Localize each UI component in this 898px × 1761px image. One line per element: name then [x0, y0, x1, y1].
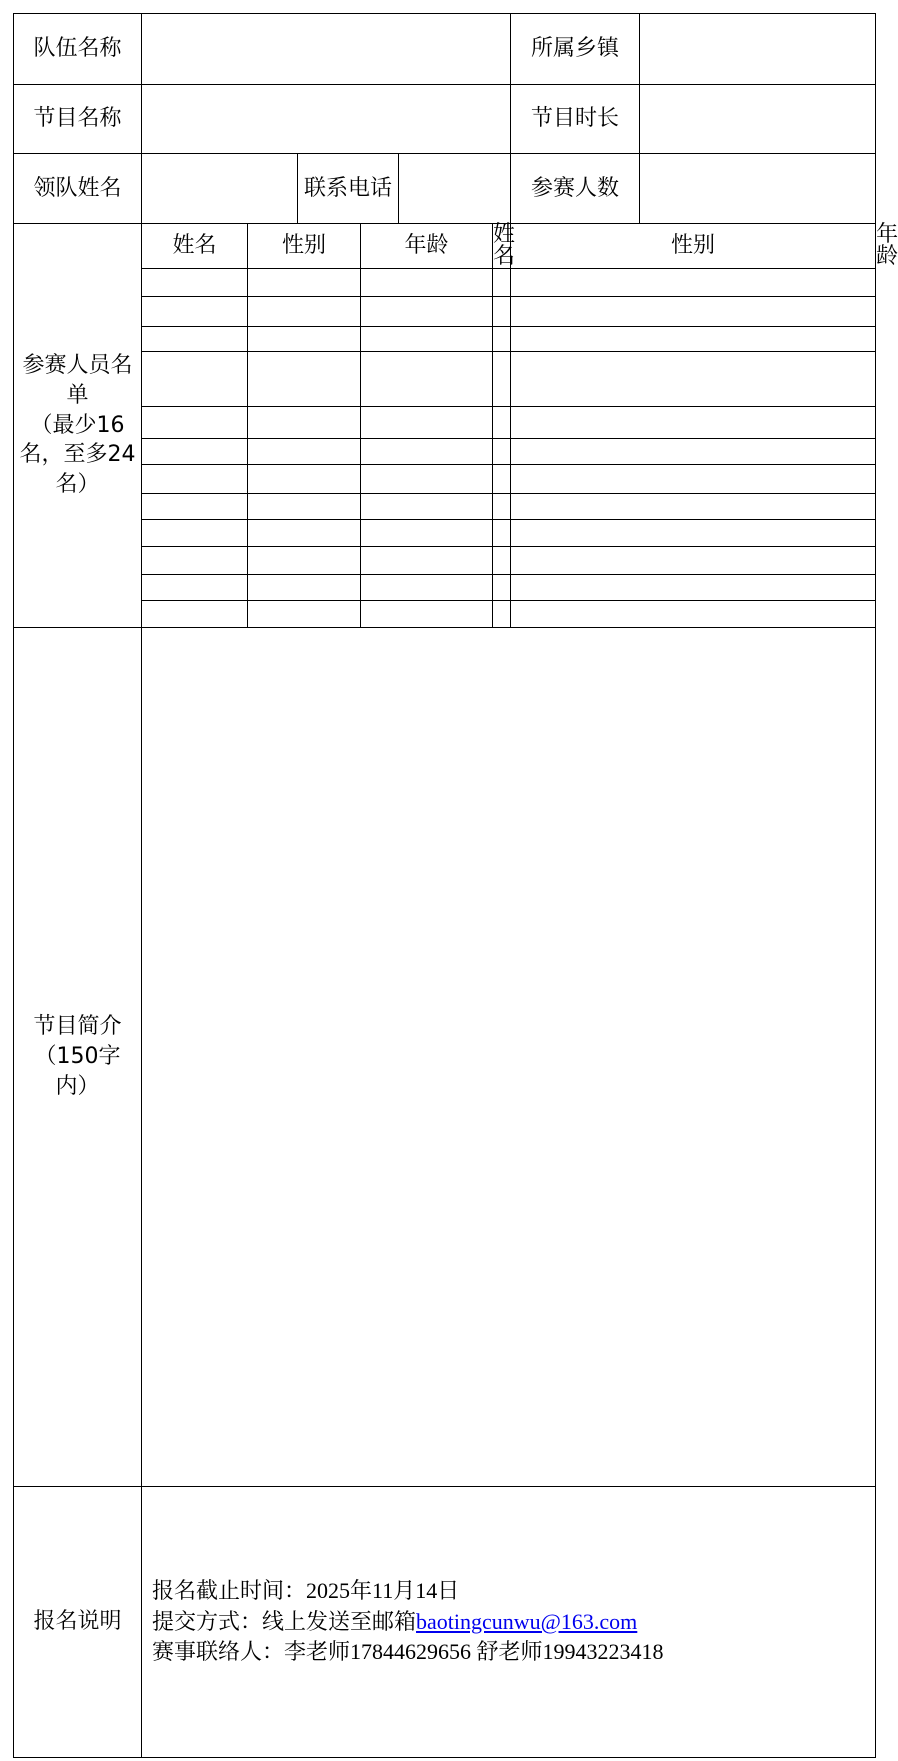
- roster-col-header: 姓名: [142, 224, 248, 269]
- roster-row: [14, 601, 876, 628]
- roster-cell[interactable]: [248, 269, 361, 297]
- roster-cell[interactable]: [511, 439, 876, 465]
- roster-cell[interactable]: [248, 601, 361, 628]
- contact-line: [152, 1637, 875, 1668]
- intro-label-line: 内）: [55, 1073, 100, 1099]
- roster-cell[interactable]: [248, 327, 361, 352]
- roster-cell[interactable]: [511, 601, 876, 628]
- roster-cell[interactable]: [493, 352, 511, 407]
- roster-cell[interactable]: [142, 601, 248, 628]
- roster-cell[interactable]: [493, 327, 511, 352]
- roster-cell[interactable]: [248, 407, 361, 439]
- roster-row: [14, 352, 876, 407]
- roster-cell[interactable]: [493, 575, 511, 601]
- contact-prefix: 赛事联络人：: [152, 1640, 285, 1666]
- leader-row: [14, 154, 876, 224]
- duration-field[interactable]: [640, 85, 876, 154]
- leader-name-field[interactable]: [142, 154, 298, 224]
- roster-cell[interactable]: [493, 297, 511, 327]
- team-name-field[interactable]: [142, 14, 511, 85]
- roster-cell[interactable]: [493, 494, 511, 520]
- roster-row: [14, 297, 876, 327]
- notes-label: 报名说明: [14, 1487, 142, 1758]
- roster-cell[interactable]: [248, 575, 361, 601]
- roster-col-header: 性别: [511, 224, 876, 269]
- roster-cell[interactable]: [361, 352, 493, 407]
- roster-cell[interactable]: [361, 269, 493, 297]
- roster-cell[interactable]: [493, 407, 511, 439]
- roster-label-line: 参赛人员名: [22, 353, 133, 379]
- roster-cell[interactable]: [142, 352, 248, 407]
- roster-cell[interactable]: [493, 269, 511, 297]
- intro-label: [14, 628, 142, 1487]
- intro-label-line: 节目简介: [33, 1014, 122, 1040]
- roster-cell[interactable]: [361, 575, 493, 601]
- intro-row: [14, 628, 876, 1487]
- roster-cell[interactable]: [361, 601, 493, 628]
- deadline-prefix: 报名截止时间：: [152, 1578, 307, 1604]
- roster-row: [14, 327, 876, 352]
- roster-cell[interactable]: [142, 575, 248, 601]
- town-field[interactable]: [640, 14, 876, 85]
- roster-cell[interactable]: [142, 465, 248, 494]
- roster-cell[interactable]: [361, 520, 493, 547]
- roster-cell[interactable]: [511, 575, 876, 601]
- roster-cell[interactable]: [248, 494, 361, 520]
- roster-cell[interactable]: [142, 439, 248, 465]
- roster-cell[interactable]: [511, 297, 876, 327]
- roster-row: [14, 439, 876, 465]
- roster-cell[interactable]: [248, 352, 361, 407]
- roster-row: [14, 269, 876, 297]
- roster-cell[interactable]: [248, 547, 361, 575]
- roster-row: [14, 575, 876, 601]
- roster-cell[interactable]: [142, 547, 248, 575]
- team-row: [14, 14, 876, 85]
- roster-col-header: 性别: [248, 224, 361, 269]
- roster-cell[interactable]: [361, 297, 493, 327]
- roster-header-row: 参赛人员名 单 （最少16 名，至多24 名） 姓名 性别 年龄 姓名 性别 年龄: [14, 224, 876, 269]
- intro-field[interactable]: [142, 628, 876, 1487]
- program-row: [14, 85, 876, 154]
- deadline-value: 2025年11月14日: [306, 1577, 460, 1603]
- roster-row: [14, 547, 876, 575]
- participant-count-label: 参赛人数: [511, 154, 640, 224]
- roster-cell[interactable]: [248, 465, 361, 494]
- roster-cell[interactable]: [142, 407, 248, 439]
- roster-cell[interactable]: [511, 352, 876, 407]
- roster-cell[interactable]: [142, 520, 248, 547]
- roster-cell[interactable]: [361, 327, 493, 352]
- roster-cell[interactable]: [248, 520, 361, 547]
- roster-label-line: 名，至多24: [19, 442, 136, 468]
- leader-name-label: 领队姓名: [14, 154, 142, 224]
- phone-label: 联系电话: [298, 154, 399, 224]
- roster-cell[interactable]: [361, 407, 493, 439]
- email-link[interactable]: baotingcunwu@163.com: [416, 1608, 638, 1634]
- intro-label-line: （150字: [34, 1044, 121, 1070]
- roster-cell[interactable]: [248, 439, 361, 465]
- roster-cell[interactable]: [493, 601, 511, 628]
- roster-row: [14, 520, 876, 547]
- roster-cell[interactable]: [511, 520, 876, 547]
- town-label: 所属乡镇: [511, 14, 640, 85]
- roster-label-line: 名）: [55, 472, 100, 498]
- duration-label: 节目时长: [511, 85, 640, 154]
- roster-cell[interactable]: [142, 494, 248, 520]
- roster-row: [14, 494, 876, 520]
- program-name-field[interactable]: [142, 85, 511, 154]
- roster-cell[interactable]: [142, 327, 248, 352]
- roster-cell[interactable]: [493, 439, 511, 465]
- roster-cell[interactable]: [361, 439, 493, 465]
- roster-cell[interactable]: [511, 465, 876, 494]
- roster-cell[interactable]: [142, 297, 248, 327]
- roster-label-line: 单: [66, 382, 89, 408]
- roster-cell[interactable]: [361, 494, 493, 520]
- roster-label: [14, 224, 142, 628]
- roster-cell[interactable]: [361, 547, 493, 575]
- deadline-line: [152, 1576, 875, 1607]
- phone-field[interactable]: [399, 154, 511, 224]
- notes-content: [142, 1487, 876, 1758]
- notes-row: [14, 1487, 876, 1758]
- roster-cell[interactable]: [511, 327, 876, 352]
- program-name-label: 节目名称: [14, 85, 142, 154]
- submit-line: [152, 1607, 875, 1638]
- roster-col-header: 姓名: [493, 222, 516, 269]
- roster-cell[interactable]: [361, 465, 493, 494]
- roster-cell[interactable]: [493, 465, 511, 494]
- roster-cell[interactable]: [142, 269, 248, 297]
- roster-row: [14, 407, 876, 439]
- roster-cell[interactable]: [493, 547, 511, 575]
- roster-cell[interactable]: [248, 297, 361, 327]
- roster-row: [14, 465, 876, 494]
- participant-count-field[interactable]: [640, 154, 876, 224]
- submit-prefix: 提交方式：线上发送至邮箱: [152, 1609, 417, 1635]
- contact-value: 李老师17844629656 舒老师19943223418: [284, 1639, 664, 1665]
- registration-form-table: [13, 13, 898, 1758]
- roster-cell[interactable]: [511, 269, 876, 297]
- roster-label-line: （最少16: [30, 412, 125, 438]
- roster-cell[interactable]: [511, 407, 876, 439]
- roster-cell[interactable]: [493, 520, 511, 547]
- roster-col-header: 年龄: [361, 224, 493, 269]
- roster-cell[interactable]: [511, 547, 876, 575]
- team-name-label: 队伍名称: [14, 14, 142, 85]
- roster-cell[interactable]: [511, 494, 876, 520]
